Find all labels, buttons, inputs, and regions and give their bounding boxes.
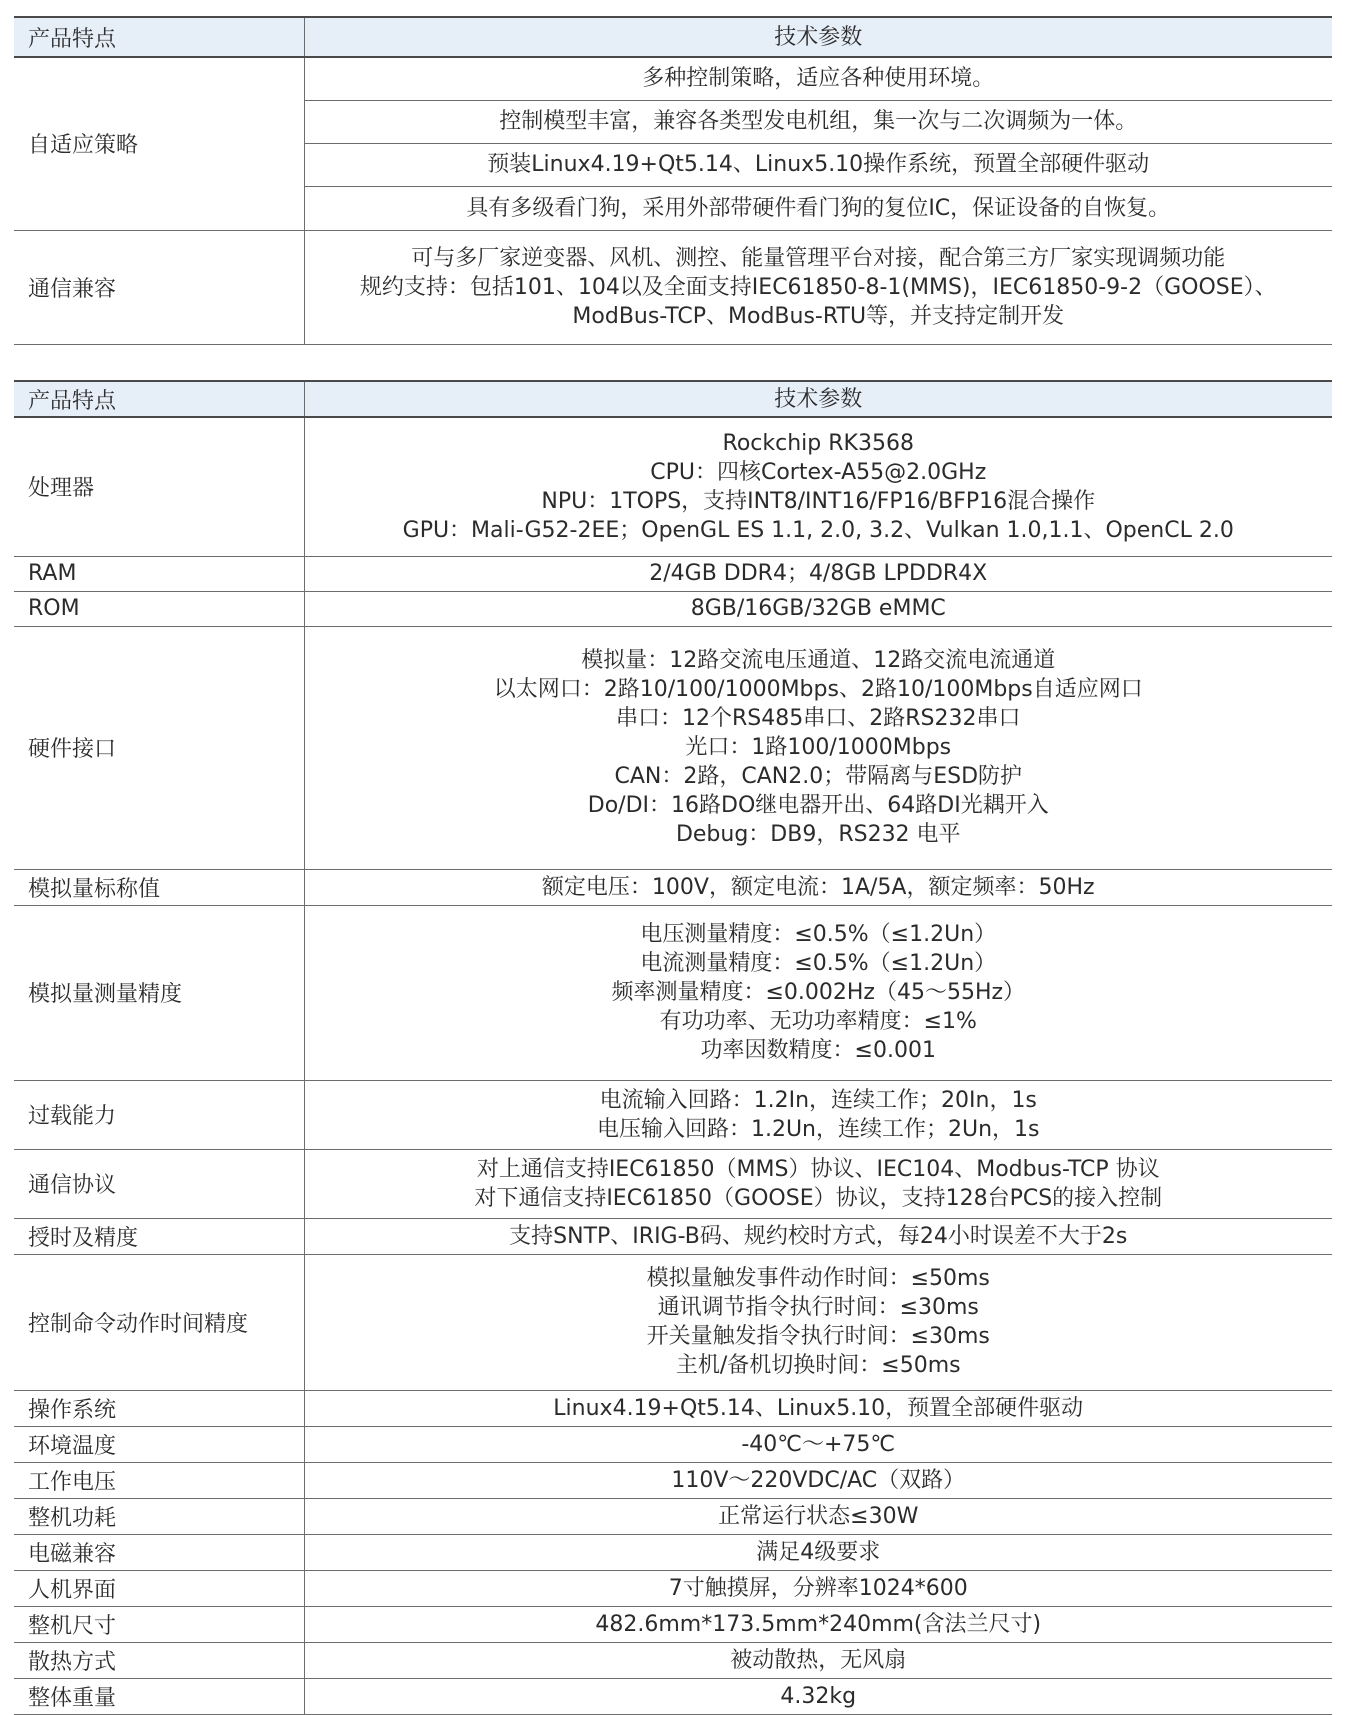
param-line: Linux4.19+Qt5.14、Linux5.10，预置全部硬件驱动 [553,1395,1084,1421]
param-line: Rockchip RK3568 [722,430,914,456]
table-row [14,626,1332,869]
param-line: CPU：四核Cortex-A55@2.0GHz [650,459,987,485]
param-line: 8GB/16GB/32GB eMMC [690,596,946,621]
row-param [304,1606,1332,1642]
row-param [304,1149,1332,1218]
table-row [14,1426,1332,1462]
row-param [304,1254,1332,1390]
table-row [14,1570,1332,1606]
param-line: CAN：2路，CAN2.0；带隔离与ESD防护 [614,764,1023,789]
row-feature: 处理器 [14,417,304,556]
param-line: 模拟量：12路交流电压通道、12路交流电流通道 [581,648,1056,673]
param-line: 482.6mm*173.5mm*240mm(含法兰尺寸) [595,1611,1042,1637]
table-row [14,1080,1332,1149]
table-row [14,1462,1332,1498]
param-line: 电压测量精度：≤0.5%（≤1.2Un） [640,922,997,947]
table-row [14,869,1332,905]
row-feature: 通信协议 [14,1149,304,1218]
row-feature: 自适应策略 [14,57,304,230]
row-param [304,1080,1332,1149]
row-param [304,417,1332,556]
row-param [304,905,1332,1080]
table-row [14,417,1332,556]
param-line: 串口：12个RS485串口、2路RS232串口 [616,706,1021,731]
row-param [304,626,1332,869]
table-row [14,1218,1332,1254]
row-feature: 工作电压 [14,1462,304,1498]
param-line: 规约支持：包括101、104以及全面支持IEC61850-8-1(MMS)，IEC61850-9-2（GOOSE）、 [359,274,1277,300]
row-param [304,1390,1332,1426]
param-line: NPU：1TOPS，支持INT8/INT16/FP16/BFP16混合操作 [541,488,1096,514]
param-line: 以太网口：2路10/100/1000Mbps、2路10/100Mbps自适应网口 [493,677,1143,702]
row-feature: 控制命令动作时间精度 [14,1254,304,1390]
row-param [304,1570,1332,1606]
param-line: 对下通信支持IEC61850（GOOSE）协议，支持128台PCS的接入控制 [474,1185,1163,1211]
feature-table-1 [14,16,1332,345]
param-line: 光口：1路100/1000Mbps [685,735,952,760]
header-param: 技术参数 [304,17,1332,57]
spec-body [14,417,1332,1714]
param-line: Debug：DB9，RS232 电平 [675,822,961,847]
param-line: 频率测量精度：≤0.002Hz（45～55Hz） [611,980,1026,1005]
row-param [304,1534,1332,1570]
header-param: 技术参数 [304,381,1332,417]
row-param [304,1218,1332,1254]
row-feature: 整机尺寸 [14,1606,304,1642]
row-param [304,230,1332,344]
param-line: 满足4级要求 [756,1539,881,1565]
table-row [14,1498,1332,1534]
row-feature: 通信兼容 [14,230,304,344]
row-param [304,1426,1332,1462]
header-feature: 产品特点 [14,381,304,417]
param-line: 通讯调节指令执行时间：≤30ms [657,1295,979,1320]
param-line: 电压输入回路：1.2Un，连续工作；2Un，1s [596,1116,1040,1142]
param-line: 对上通信支持IEC61850（MMS）协议、IEC104、Modbus-TCP 协议 [476,1156,1160,1182]
row-param [304,1642,1332,1678]
table-row [14,1149,1332,1218]
table-row [14,1390,1332,1426]
table-header [14,17,1332,57]
param-line: 模拟量触发事件动作时间：≤50ms [646,1266,990,1291]
param-line: 开关量触发指令执行时间：≤30ms [646,1324,990,1349]
row-param-line: 具有多级看门狗，采用外部带硬件看门狗的复位IC，保证设备的自恢复。 [304,186,1332,230]
param-line: 2/4GB DDR4；4/8GB LPDDR4X [649,561,988,586]
header-feature: 产品特点 [14,17,304,57]
param-line: 正常运行状态≤30W [718,1503,919,1529]
param-line: 电流输入回路：1.2In，连续工作；20In，1s [599,1087,1037,1113]
row-feature: ROM [14,591,304,626]
param-line: GPU：Mali-G52-2EE；OpenGL ES 1.1, 2.0, 3.2、Vulkan 1.0,1.1、OpenCL 2.0 [402,517,1234,543]
param-line: 额定电压：100V，额定电流：1A/5A，额定频率：50Hz [541,874,1095,900]
param-line: 主机/备机切换时间：≤50ms [675,1353,961,1378]
row-feature: 电磁兼容 [14,1534,304,1570]
row-feature: 环境温度 [14,1426,304,1462]
param-line: 电流测量精度：≤0.5%（≤1.2Un） [640,951,997,976]
table-row [14,591,1332,626]
table-row [14,230,1332,344]
row-feature: 散热方式 [14,1642,304,1678]
param-line: 被动散热，无风扇 [730,1647,907,1673]
param-line: 7寸触摸屏，分辨率1024*600 [668,1575,968,1601]
table-row [14,1642,1332,1678]
row-feature: 硬件接口 [14,626,304,869]
table-row [14,57,1332,100]
row-feature: 整体重量 [14,1678,304,1714]
row-feature: 人机界面 [14,1570,304,1606]
param-line: -40℃～+75℃ [741,1431,896,1457]
table-row [14,1606,1332,1642]
row-feature: 过载能力 [14,1080,304,1149]
row-feature: RAM [14,556,304,591]
param-line: 功率因数精度：≤0.001 [700,1038,936,1063]
param-line: 4.32kg [780,1683,857,1709]
row-param-line: 控制模型丰富，兼容各类型发电机组，集一次与二次调频为一体。 [304,100,1332,143]
param-line: 有功功率、无功功率精度：≤1% [659,1009,977,1034]
row-param [304,1462,1332,1498]
table-row [14,1254,1332,1390]
row-feature: 操作系统 [14,1390,304,1426]
row-feature: 模拟量测量精度 [14,905,304,1080]
row-param [304,869,1332,905]
param-line: 支持SNTP、IRIG-B码、规约校时方式，每24小时误差不大于2s [509,1223,1128,1249]
row-feature: 整机功耗 [14,1498,304,1534]
row-param-line: 预装Linux4.19+Qt5.14、Linux5.10操作系统，预置全部硬件驱动 [304,143,1332,186]
table-row [14,556,1332,591]
row-param [304,556,1332,591]
row-param [304,591,1332,626]
param-line: Do/DI：16路DO继电器开出、64路DI光耦开入 [587,793,1049,818]
table-row [14,905,1332,1080]
table-header [14,381,1332,417]
row-param [304,1498,1332,1534]
row-param-line: 多种控制策略，适应各种使用环境。 [304,57,1332,100]
row-feature: 授时及精度 [14,1218,304,1254]
param-line: ModBus-TCP、ModBus-RTU等，并支持定制开发 [572,303,1065,329]
param-line: 110V～220VDC/AC（双路） [671,1467,966,1493]
spec-table-2 [14,380,1332,1715]
row-feature: 模拟量标称值 [14,869,304,905]
table-row [14,1534,1332,1570]
param-line: 可与多厂家逆变器、风机、测控、能量管理平台对接，配合第三方厂家实现调频功能 [411,245,1226,271]
